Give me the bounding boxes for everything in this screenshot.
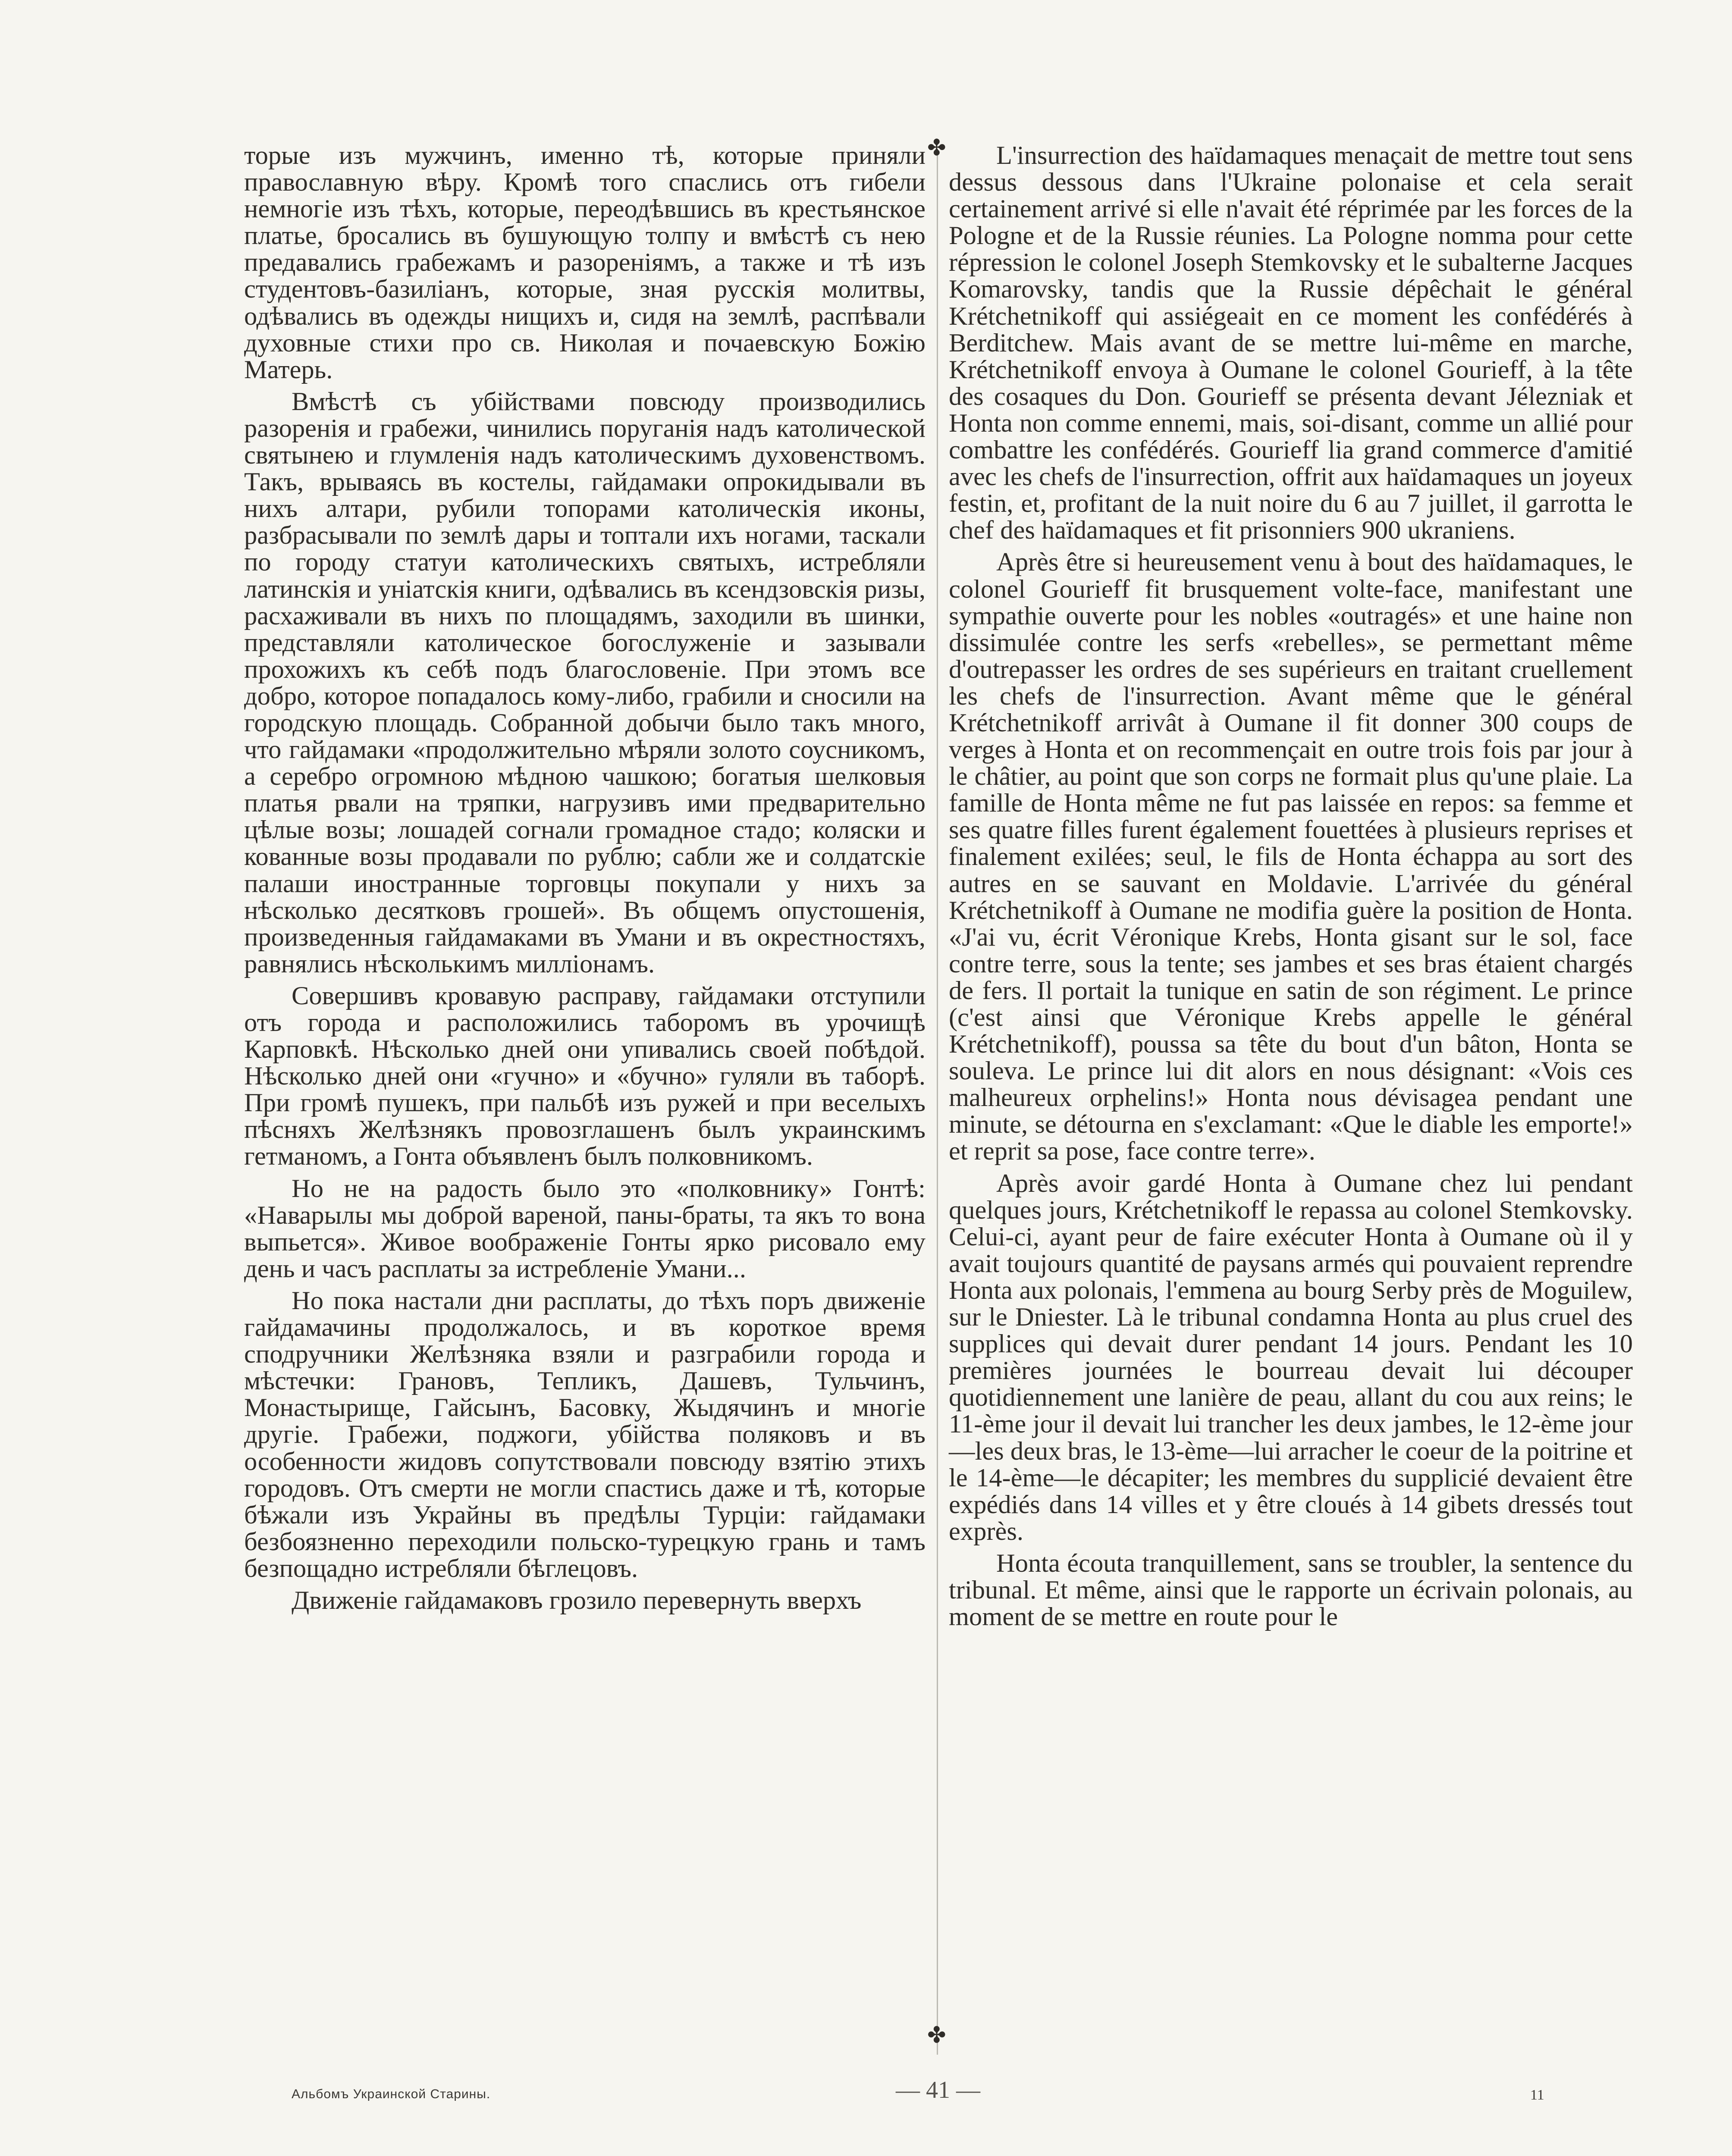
signature-mark: 11 [1530, 2087, 1544, 2103]
paragraph: Совершивъ кровавую расправу, гайдамаки отступили отъ города и расположились таборомъ въ урочищѣ Карповкѣ. Нѣсколько дней они упивались своей побѣдой. Нѣсколько дней они «гучно» и «бучно» гуляли въ таборѣ. При громѣ пушекъ, при пальбѣ изъ ружей и при веселыхъ пѣсняхъ Желѣзнякъ провозглашенъ былъ украинскимъ гетманомъ, а Гонта объявленъ былъ полковникомъ. [244, 981, 926, 1171]
paragraph: Après avoir gardé Honta à Oumane chez lui pendant quelques jours, Krétchetnikoff le repassa au colonel Stemkovsky. Celui-ci, ayant peur de faire exécuter Honta à Oumane où il y avait toujours quantité de paysans armés qui pouvaient reprendre Honta aux polonais, l'emmena au bourg Serby près de Moguilew, sur le Dniester. Là le tribunal condamna Honta au plus cruel des supplices qui devait durer pendant 14 jours. Pendant les 10 premières journées le bourreau devait lui découper quotidiennement une lanière de peau, allant du cou aux reins; le 11-ème jour il devait lui trancher les deux jambes, le 12-ème jour—les deux bras, le 13-ème—lui arracher le coeur de la poitrine et le 14-ème—le décapiter; les membres du supplicié devaient être expédiés dans 14 villes et y être cloués à 14 gibets dressés tout exprès. [949, 1169, 1633, 1546]
column-divider [937, 149, 938, 2055]
russian-text-column [244, 142, 926, 1619]
album-title-footer: Альбомъ Украинской Старины. [292, 2087, 491, 2101]
paragraph: торые изъ мужчинъ, именно тѣ, которые приняли православную вѣру. Кромѣ того спаслись отъ гибели немногіе изъ тѣхъ, которые, переодѣвшись въ крестьянское платье, бросались въ бушующую толпу и вмѣстѣ съ нею предавались грабежамъ и разореніямъ, а также и тѣ изъ студентовъ-базиліанъ, которые, зная русскія молитвы, одѣвались въ одежды нищихъ и, сидя на землѣ, распѣвали духовные стихи про св. Николая и почаевскую Божію Матерь. [244, 141, 926, 384]
paragraph: Движеніе гайдамаковъ грозило перевернуть вверхъ [292, 1586, 862, 1615]
paragraph: Après être si heureusement venu à bout des haïdamaques, le colonel Gourieff fit brusquement volte-face, manifestant une sympathie ouverte pour les nobles «outragés» et une haine non dissimulée contre les serfs «rebelles», se permettant même d'outrepasser les ordres de ses supérieurs en traitant cruellement les chefs de l'insurrection. Avant même que le général Krétchetnikoff arrivât à Oumane il fit donner 300 coups de verges à Honta et on recommençait en outre trois fois par jour à le châtier, au point que son corps ne formait plus qu'une plaie. La famille de Honta même ne fut pas laissée en repos: sa femme et ses quatre filles furent également fouettées à plusieurs reprises et finalement exilées; seul, le fils de Honta échappa au sort des autres en se sauvant en Moldavie. L'arrivée du général Krétchetnikoff à Oumane ne modifia guère la position de Honta. «J'ai vu, écrit Véronique Krebs, Honta gisant sur le sol, face contre terre, sous la tente; ses jambes et ses bras étaient chargés de fers. Il portait la tunique en satin de son régiment. Le prince (c'est ainsi que Véronique Krebs appelle le général Krétchetnikoff), poussa sa tête du bout d'un bâton, Honta se souleva. Le prince lui dit alors en nous désignant: «Vois ces malheureux orphelins!» Honta nous dévisagea pendant une minute, se détourna en s'exclamant: «Que le diable les emporte!» et reprit sa pose, face contre terre». [949, 548, 1633, 1166]
page-number: — 41 — [896, 2077, 980, 2103]
paragraph: Но пока настали дни расплаты, до тѣхъ поръ движеніе гайдамачины продолжалось, и въ короткое время сподручники Желѣзняка взяли и разграбили города и мѣстечки: Грановъ, Тепликъ, Дашевъ, Тульчинъ, Монастырище, Гайсынъ, Басовку, Жыдячинъ и многіе другіе. Грабежи, поджоги, убійства поляковъ и въ особенности жидовъ сопутствовали повсюду взятію этихъ городовъ. Отъ смерти не могли спастись даже и тѣ, которые бѣжали изъ Украйны въ предѣлы Турціи: гайдамаки безбоязненно переходили польско-турецкую грань и тамъ безпощадно истребляли бѣглецовъ. [244, 1286, 926, 1583]
paragraph: Но не на радость было это «полковнику» Гонтѣ: «Наварылы мы доброй вареной, паны-браты, та якъ то вона выпьется». Живое воображеніе Гонты ярко рисовало ему день и часъ расплаты за истребленіе Умани... [244, 1174, 926, 1283]
paragraph: L'insurrection des haïdamaques menaçait de mettre tout sens dessus dessous dans l'Ukraine polonaise et cela serait certainement arrivé si elle n'avait été réprimée par les forces de la Pologne et de la Russie réunies. La Pologne nomma pour cette répression le colonel Joseph Stemkovsky et le subalterne Jacques Komarovsky, tandis que la Russie dépêchait le général Krétchetnikoff qui assiégeait en ce moment les confédérés à Berditchew. Mais avant de se mettre lui-même en marche, Krétchetnikoff envoya à Oumane le colonel Gourieff, à la tête des cosaques du Don. Gourieff se présenta devant Jélezniak et Honta non comme ennemi, mais, soi-disant, comme un allié pour combattre les confédérés. Gourieff lia grand commerce d'amitié avec les chefs de l'insurrection, offrit aux haïdamaques un joyeux festin, et, profitant de la nuit noire du 6 au 7 juillet, il garrotta le chef des haïdamaques et fit prisonniers 900 ukraniens. [949, 141, 1633, 545]
paragraph: Вмѣстѣ съ убійствами повсюду производились разоренія и грабежи, чинились поруганія надъ католической святынею и глумленія надъ католическимъ духовенствомъ. Такъ, врываясь въ костелы, гайдамаки опрокидывали въ нихъ алтари, рубили топорами католическія иконы, разбрасывали по землѣ дары и топтали ихъ ногами, таскали по городу статуи католическихъ святыхъ, истребляли латинскія и уніатскія книги, одѣвались въ ксендзовскія ризы, расхаживали въ нихъ по площадямъ, заходили въ шинки, представляли католическое богослуженіе и зазывали прохожихъ къ себѣ подъ благословеніе. При этомъ все добро, которое попадалось кому-либо, грабили и сносили на городскую площадь. Собранной добычи было такъ много, что гайдамаки «продолжительно мѣряли золото соусникомъ, а серебро огромною мѣдною чашкою; богатыя шелковыя платья рвали на тряпки, нагрузивъ ими предварительно цѣлые возы; лошадей согнали громадное стадо; коляски и кованные возы продавали по рублю; сабли же и солдатскіе палаши иностранные торговцы покупали у нихъ за нѣсколько десятковъ грошей». Въ общемъ опустошенія, произведенныя гайдамаками въ Умани и въ окрестностяхъ, равнялись нѣсколькимъ милліонамъ. [244, 387, 926, 978]
ornament-top-icon: ✤ [927, 136, 946, 160]
paragraph: Honta écouta tranquillement, sans se troubler, la sentence du tribunal. Et même, ainsi que le rapporte un écrivain polonais, au moment de se mettre en route pour le [949, 1548, 1633, 1632]
ornament-bottom-icon: ✤ [927, 2023, 946, 2048]
french-text-column [949, 142, 1633, 1636]
